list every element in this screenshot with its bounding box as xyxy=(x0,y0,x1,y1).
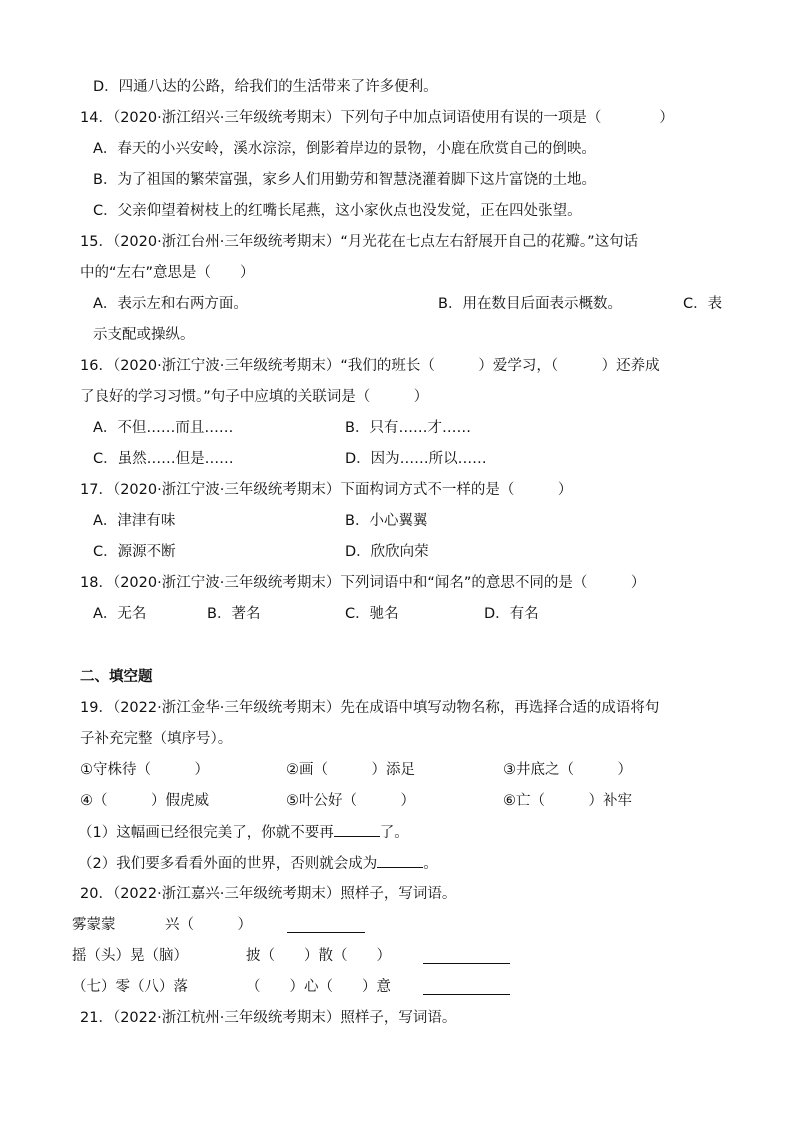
q20-prompt-2: 披（ ）散（ ） xyxy=(246,948,391,964)
q15-stem-cont: 中的“左右”意思是（ ） xyxy=(80,265,255,281)
q20-prompt-3: （ ）心（ ）意 xyxy=(246,979,391,995)
q15-option-c: C．表 xyxy=(683,296,723,312)
q18-option-a: A．无名 xyxy=(93,606,147,622)
q16-option-d: D．因为……所以…… xyxy=(345,451,487,467)
q17-option-c: C．源源不断 xyxy=(93,544,176,560)
q20-stem: 20．（2022·浙江嘉兴·三年级统考期末）照样子，写词语。 xyxy=(80,886,457,902)
q15-stem: 15．（2020·浙江台州·三年级统考期末）“月光花在七点左右舒展开自己的花瓣。”这句话 xyxy=(80,234,639,250)
idiom-6: ⑥亡（ ）补牢 xyxy=(503,793,632,809)
q17-option-b: B．小心翼翼 xyxy=(345,513,428,529)
q17-stem: 17．（2020·浙江宁波·三年级统考期末）下面构词方式不一样的是（ ） xyxy=(80,482,573,498)
q18-option-b: B．著名 xyxy=(207,606,261,622)
idiom-4: ④（ ）假虎威 xyxy=(80,793,209,809)
idiom-5: ⑤叶公好（ ） xyxy=(286,793,415,809)
q15-option-b: B．用在数目后面表示概数。 xyxy=(438,296,622,312)
q15-option-a: A．表示左和右两方面。 xyxy=(93,296,248,312)
q16-option-a: A．不但……而且…… xyxy=(93,420,234,436)
q20-example-2: 摇（头）晃（脑） xyxy=(72,948,188,964)
answer-blank[interactable] xyxy=(423,949,510,964)
q17-option-d: D．欣欣向荣 xyxy=(345,544,429,560)
q16-stem-cont: 了良好的学习习惯。”句子中应填的关联词是（ ） xyxy=(80,389,429,405)
q14-option-b: B．为了祖国的繁荣富强，家乡人们用勤劳和智慧浇灌着脚下这片富饶的土地。 xyxy=(93,172,596,188)
q16-option-b: B．只有……才…… xyxy=(345,420,471,436)
q16-stem: 16．（2020·浙江宁波·三年级统考期末）“我们的班长（ ）爱学习，（ ）还养成 xyxy=(80,358,660,374)
q13-option-d: D．四通八达的公路，给我们的生活带来了许多便利。 xyxy=(93,79,438,95)
q15-option-c-cont: 示支配或操纵。 xyxy=(93,327,195,343)
q18-stem: 18．（2020·浙江宁波·三年级统考期末）下列词语中和“闻名”的意思不同的是（ ） xyxy=(80,575,646,591)
q17-option-a: A．津津有味 xyxy=(93,513,176,529)
q19-sentence-2: （2）我们要多看看外面的世界，否则就会成为 。 xyxy=(78,853,438,874)
q20-example-1: 雾蒙蒙 xyxy=(72,917,116,933)
idiom-1: ①守株待（ ） xyxy=(80,762,209,778)
q20-example-3: （七）零（八）落 xyxy=(72,979,188,995)
q18-option-c: C．驰名 xyxy=(345,606,399,622)
q14-stem: 14．（2020·浙江绍兴·三年级统考期末）下列句子中加点词语使用有误的一项是（ ） xyxy=(80,110,674,126)
q21-stem: 21．（2022·浙江杭州·三年级统考期末）照样子，写词语。 xyxy=(80,1010,457,1026)
idiom-3: ③井底之（ ） xyxy=(503,762,632,778)
q20-prompt-1: 兴（ ） xyxy=(165,917,252,933)
answer-blank[interactable] xyxy=(334,822,380,837)
answer-blank[interactable] xyxy=(423,980,510,995)
q19-stem-cont: 子补充完整（填序号）。 xyxy=(80,731,233,747)
q19-stem: 19．（2022·浙江金华·三年级统考期末）先在成语中填写动物名称，再选择合适的成语将句 xyxy=(80,700,660,716)
answer-blank[interactable] xyxy=(377,853,423,868)
section-heading: 二、填空题 xyxy=(80,669,153,685)
q18-option-d: D．有名 xyxy=(484,606,539,622)
idiom-2: ②画（ ）添足 xyxy=(286,762,415,778)
q16-option-c: C．虽然……但是…… xyxy=(93,451,234,467)
q14-option-a: A．春天的小兴安岭，溪水淙淙，倒影着岸边的景物，小鹿在欣赏自己的倒映。 xyxy=(93,141,596,157)
q19-sentence-1: （1）这幅画已经很完美了，你就不要再 了。 xyxy=(78,822,409,843)
q14-option-c: C．父亲仰望着树枝上的红嘴长尾燕，这小家伙点也没发觉，正在四处张望。 xyxy=(93,203,582,219)
answer-blank[interactable] xyxy=(287,918,365,933)
